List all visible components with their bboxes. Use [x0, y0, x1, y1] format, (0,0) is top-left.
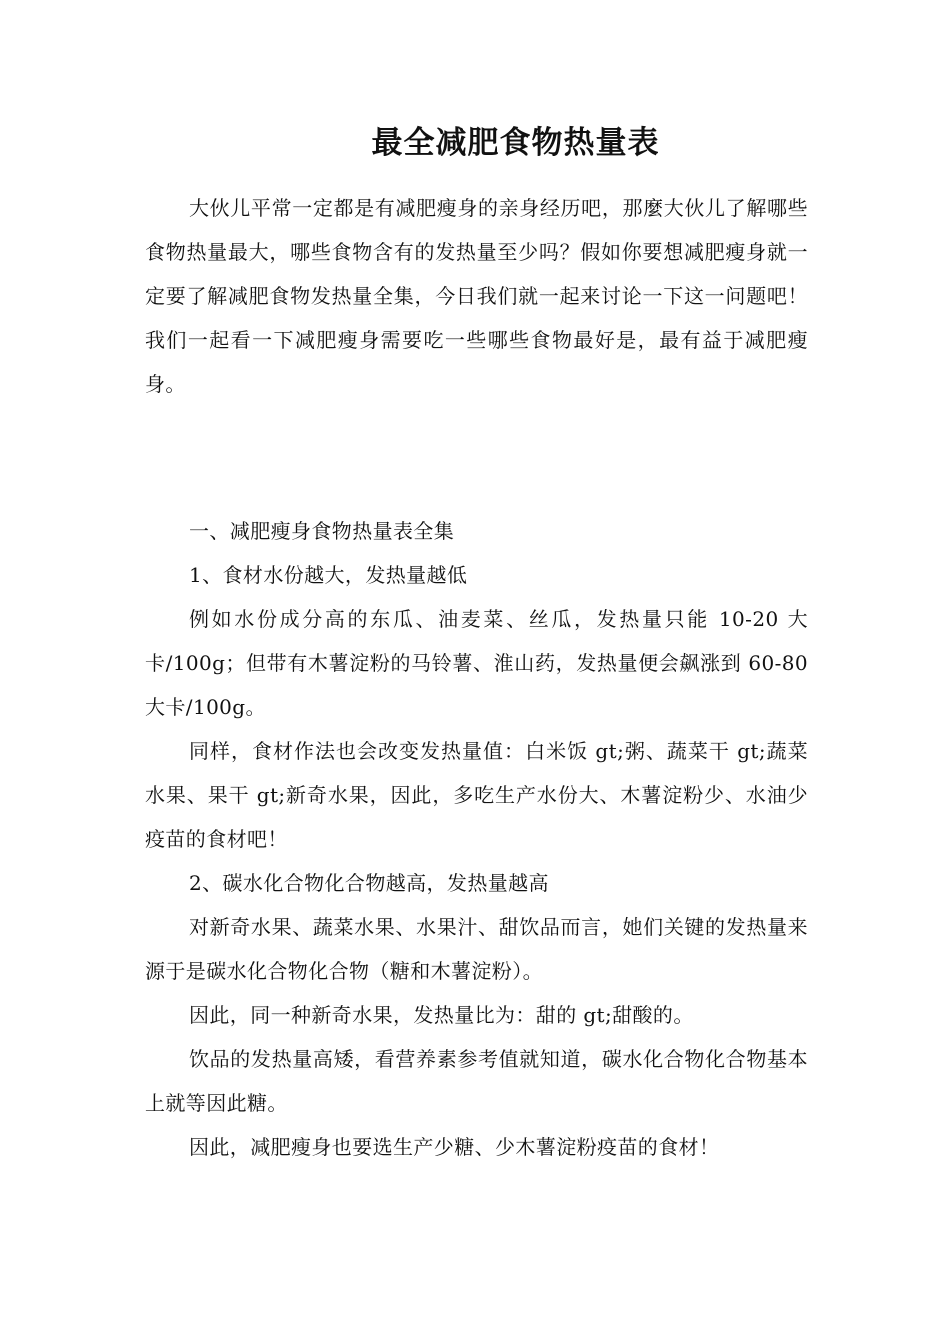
blank-space — [145, 406, 808, 509]
subsection-heading-2: 2、碳水化合物化合物越高，发热量越高 — [189, 871, 549, 895]
subsection-heading-1: 1、食材水份越大，发热量越低 — [189, 563, 468, 587]
paragraph-drink-nutrition: 饮品的发热量高矮，看营养素参考值就知道，碳水化合物化合物基本上就等因此糖。 — [145, 1047, 808, 1115]
document-title: 最全减肥食物热量表 — [371, 125, 660, 161]
paragraph-water-content: 例如水份成分高的东瓜、油麦菜、丝瓜，发热量只能 10-20 大卡/100g；但带有木薯淀粉的马铃薯、淮山药，发热量便会飙涨到 60-80 大卡/100g。 — [145, 607, 808, 719]
section-heading: 一、减肥瘦身食物热量表全集 — [189, 519, 455, 543]
paragraph-fruit-ratio: 因此，同一种新奇水果，发热量比为：甜的 gt;甜酸的。 — [189, 1003, 694, 1027]
intro-paragraph: 大伙儿平常一定都是有减肥瘦身的亲身经历吧，那麼大伙儿了解哪些食物热量最大，哪些食物含有的发热量至少吗？假如你要想减肥瘦身就一定要了解减肥食物发热量全集，今日我们就一起来讨论一下这一问题吧！我们一起看一下减肥瘦身需要吃一些哪些食物最好是，最有益于减肥瘦身。 — [145, 196, 808, 396]
paragraph-choose-food: 因此，减肥瘦身也要选生产少糖、少木薯淀粉疫苗的食材！ — [189, 1135, 720, 1159]
paragraph-carbohydrate-source: 对新奇水果、蔬菜水果、水果汁、甜饮品而言，她们关键的发热量来源于是碳水化合物化合物（糖和木薯淀粉）。 — [145, 915, 808, 983]
document-body — [145, 118, 808, 1169]
paragraph-cooking-method: 同样，食材作法也会改变发热量值：白米饭 gt;粥、蔬菜干 gt;蔬菜水果、果干 gt;新奇水果，因此，多吃生产水份大、木薯淀粉少、水油少疫苗的食材吧！ — [145, 739, 808, 851]
